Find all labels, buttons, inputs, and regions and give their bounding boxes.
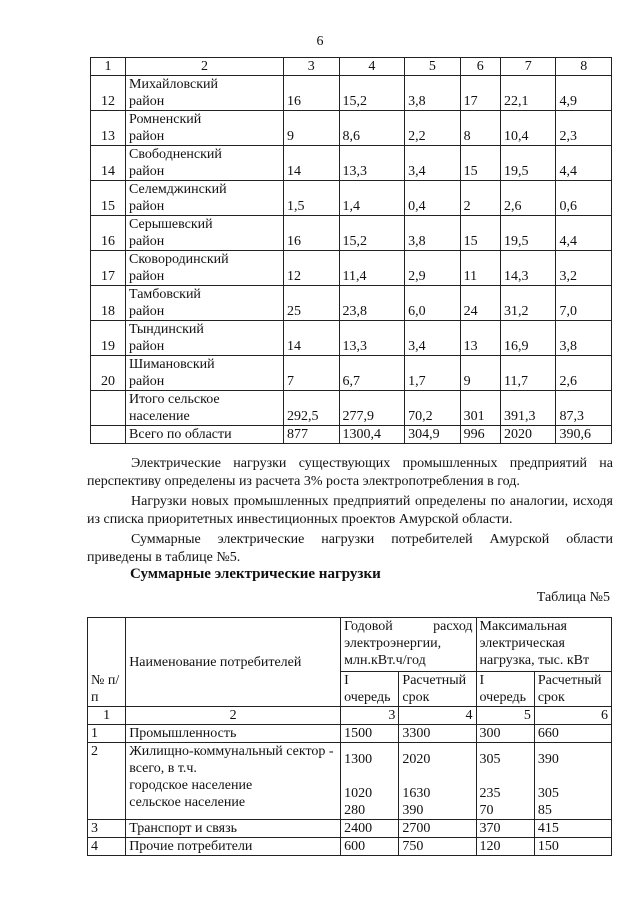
- cell-line: 305: [479, 752, 501, 767]
- table-cell: 19,5: [500, 216, 556, 251]
- district-name: [126, 286, 284, 321]
- table-cell: 304,9: [405, 426, 461, 444]
- table-row: [91, 111, 612, 146]
- table-cell: 1,7: [405, 356, 461, 391]
- table-cell: 120: [476, 838, 534, 856]
- table-cell: 11,7: [500, 356, 556, 391]
- district-name: [126, 391, 284, 426]
- table-cell: 13,3: [339, 146, 405, 181]
- sub-header: Расчетный срок: [534, 671, 611, 706]
- table-cell: 87,3: [556, 391, 612, 426]
- table-cell: 3,2: [556, 251, 612, 286]
- total-loads-table: [87, 617, 612, 856]
- table-cell: 4,4: [556, 216, 612, 251]
- table-cell: 16,9: [500, 321, 556, 356]
- table-row: [91, 321, 612, 356]
- table-cell: 996: [460, 426, 500, 444]
- district-name: [126, 111, 284, 146]
- district-name-line: район: [129, 164, 165, 179]
- col-name-header: Наименование потребителей: [126, 618, 341, 707]
- table-cell: 7,0: [556, 286, 612, 321]
- col-index: 4: [339, 58, 405, 76]
- col-index: 2: [126, 707, 341, 725]
- row-number: 16: [91, 216, 126, 251]
- table-cell: 12: [284, 251, 340, 286]
- table-row: [88, 820, 612, 838]
- table-cell: 415: [534, 820, 611, 838]
- row-name: Транспорт и связь: [126, 820, 341, 838]
- table-cell: 877: [284, 426, 340, 444]
- table-cell: 2,2: [405, 111, 461, 146]
- district-name: [126, 76, 284, 111]
- paragraph: Суммарные электрические нагрузки потребителей Амурской области приведены в таблице №5.: [87, 532, 613, 565]
- table-cell: 15: [460, 146, 500, 181]
- row-name-line: городское население: [129, 778, 253, 793]
- row-number: 1: [88, 725, 126, 743]
- cell-line: 390: [537, 752, 559, 767]
- table-cell: 2: [460, 181, 500, 216]
- col-index: 3: [341, 707, 399, 725]
- table-cell: 0,4: [405, 181, 461, 216]
- table-cell: 301: [460, 391, 500, 426]
- table-cell: 19,5: [500, 146, 556, 181]
- sub-header: Расчетный срок: [399, 671, 476, 706]
- table-cell: [534, 743, 611, 820]
- row-number: 2: [88, 743, 126, 820]
- paragraph: Электрические нагрузки существующих промышленных предприятий на перспективу определены из расчета 3% роста электропотребления в год.: [87, 456, 613, 489]
- district-name-line: Шимановский: [129, 357, 215, 372]
- district-name: [126, 146, 284, 181]
- row-number: [91, 391, 126, 426]
- cell-line: 85: [537, 803, 552, 818]
- paragraph: Нагрузки новых промышленных предприятий определены по аналогии, исходя из списка приоритетных инвестиционных проектов Амурской области.: [87, 494, 613, 527]
- district-name-line: Серышевский: [129, 217, 213, 232]
- table-cell: 390,6: [556, 426, 612, 444]
- table-cell: 3,4: [405, 146, 461, 181]
- row-name-line: Жилищно-коммунальный сектор - всего, в т.ч.: [129, 744, 334, 776]
- district-name: [126, 251, 284, 286]
- district-name-line: район: [129, 234, 165, 249]
- table-row: [91, 181, 612, 216]
- group-header-load: Максимальная электрическая нагрузка, тыс. кВт: [476, 618, 611, 672]
- row-name: Прочие потребители: [126, 838, 341, 856]
- district-name: [126, 216, 284, 251]
- section-heading: Суммарные электрические нагрузки: [130, 566, 381, 582]
- district-name-line: Сковородинский: [129, 252, 229, 267]
- district-loads-table: [90, 57, 612, 444]
- table-row: [91, 391, 612, 426]
- table-cell: 391,3: [500, 391, 556, 426]
- table-cell: 9: [460, 356, 500, 391]
- table-cell: 370: [476, 820, 534, 838]
- table-cell: [399, 743, 476, 820]
- table-cell: [476, 743, 534, 820]
- page-number: 6: [316, 34, 324, 49]
- table-cell: 600: [341, 838, 399, 856]
- cell-line: 1020: [344, 786, 373, 801]
- table-cell: 0,6: [556, 181, 612, 216]
- col-index: 6: [460, 58, 500, 76]
- district-name-line: Михайловский: [129, 77, 218, 92]
- table-cell: 2400: [341, 820, 399, 838]
- district-name: [126, 181, 284, 216]
- district-name-line: Селемджинский: [129, 182, 227, 197]
- row-number: 4: [88, 838, 126, 856]
- district-name-line: Ромненский: [129, 112, 202, 127]
- district-name-line: население: [129, 409, 190, 424]
- table-label: Таблица №5: [536, 590, 610, 605]
- table-cell: 24: [460, 286, 500, 321]
- cell-line: 1630: [402, 786, 431, 801]
- table-cell: 17: [460, 76, 500, 111]
- col-index: 1: [88, 707, 126, 725]
- cell-line: 2020: [402, 752, 431, 767]
- district-name-line: Тамбовский: [129, 287, 201, 302]
- row-name: Промышленность: [126, 725, 341, 743]
- table-cell: 2,3: [556, 111, 612, 146]
- table-cell: 2020: [500, 426, 556, 444]
- district-name-line: район: [129, 269, 165, 284]
- table-cell: 3,4: [405, 321, 461, 356]
- table-cell: 660: [534, 725, 611, 743]
- table-row: [91, 356, 612, 391]
- table-cell: 3,8: [405, 216, 461, 251]
- district-name-line: район: [129, 374, 165, 389]
- table-cell: 4,9: [556, 76, 612, 111]
- cell-line: 235: [479, 786, 501, 801]
- table-cell: 2700: [399, 820, 476, 838]
- table-cell: 15: [460, 216, 500, 251]
- table-cell: 750: [399, 838, 476, 856]
- sub-header: I очередь: [341, 671, 399, 706]
- table-cell: 150: [534, 838, 611, 856]
- col-index: 8: [556, 58, 612, 76]
- table-cell: 70,2: [405, 391, 461, 426]
- table-row: [91, 76, 612, 111]
- table-row: [91, 251, 612, 286]
- district-name-line: Итого сельское: [129, 392, 220, 407]
- table-cell: [341, 743, 399, 820]
- table-cell: 1300,4: [339, 426, 405, 444]
- table-cell: 2,9: [405, 251, 461, 286]
- table-index-row: [88, 707, 612, 725]
- table-cell: 8: [460, 111, 500, 146]
- row-name-line: сельское население: [129, 795, 246, 810]
- table-cell: 15,2: [339, 76, 405, 111]
- table-header-row: [91, 58, 612, 76]
- table-cell: 8,6: [339, 111, 405, 146]
- table-total-row: [91, 426, 612, 444]
- table-cell: 14: [284, 321, 340, 356]
- district-name-line: район: [129, 199, 165, 214]
- district-name-line: Тындинский: [129, 322, 204, 337]
- table-cell: 10,4: [500, 111, 556, 146]
- table-cell: 6,0: [405, 286, 461, 321]
- cell-line: 280: [344, 803, 366, 818]
- table-cell: 3,8: [556, 321, 612, 356]
- district-name-line: район: [129, 94, 165, 109]
- col-index: 7: [500, 58, 556, 76]
- group-header-energy: Годовой расход электроэнергии, млн.кВт.ч/год: [341, 618, 476, 672]
- table-row: [88, 838, 612, 856]
- table-cell: 23,8: [339, 286, 405, 321]
- table-row: [91, 286, 612, 321]
- table-cell: 16: [284, 216, 340, 251]
- row-number: 18: [91, 286, 126, 321]
- table-cell: 31,2: [500, 286, 556, 321]
- table-cell: 3300: [399, 725, 476, 743]
- row-number: 19: [91, 321, 126, 356]
- table-cell: 25: [284, 286, 340, 321]
- row-number: 17: [91, 251, 126, 286]
- table-cell: 14,3: [500, 251, 556, 286]
- row-name: [126, 743, 341, 820]
- table-row: [88, 725, 612, 743]
- table-cell: 11: [460, 251, 500, 286]
- row-number: 15: [91, 181, 126, 216]
- table-cell: 277,9: [339, 391, 405, 426]
- table-cell: 1,4: [339, 181, 405, 216]
- district-name-line: район: [129, 339, 165, 354]
- col-index: 5: [476, 707, 534, 725]
- col-index: 6: [534, 707, 611, 725]
- district-name: [126, 356, 284, 391]
- col-index: 4: [399, 707, 476, 725]
- row-number: 14: [91, 146, 126, 181]
- total-label: Всего по области: [126, 426, 284, 444]
- table-cell: 2,6: [500, 181, 556, 216]
- col-index: 5: [405, 58, 461, 76]
- district-name: [126, 321, 284, 356]
- col-index: 2: [126, 58, 284, 76]
- row-number: 3: [88, 820, 126, 838]
- table-header-row: [88, 618, 612, 672]
- district-name-line: Свободненский: [129, 147, 222, 162]
- table-cell: 9: [284, 111, 340, 146]
- col-index: 3: [284, 58, 340, 76]
- district-rows: [91, 76, 612, 426]
- row-number: 13: [91, 111, 126, 146]
- table-cell: 2,6: [556, 356, 612, 391]
- table-cell: 13,3: [339, 321, 405, 356]
- table-row: [91, 146, 612, 181]
- table-cell: [91, 426, 126, 444]
- table-cell: 7: [284, 356, 340, 391]
- cell-line: 70: [479, 803, 494, 818]
- table-cell: 13: [460, 321, 500, 356]
- sub-header: I очередь: [476, 671, 534, 706]
- table-cell: 22,1: [500, 76, 556, 111]
- table-row: [88, 743, 612, 820]
- col-num-header: № п/п: [88, 618, 126, 707]
- table-cell: 1,5: [284, 181, 340, 216]
- table-cell: 300: [476, 725, 534, 743]
- table-cell: 292,5: [284, 391, 340, 426]
- table-cell: 6,7: [339, 356, 405, 391]
- table-row: [91, 216, 612, 251]
- table-cell: 1500: [341, 725, 399, 743]
- table-cell: 3,8: [405, 76, 461, 111]
- row-number: 12: [91, 76, 126, 111]
- table-cell: 14: [284, 146, 340, 181]
- cell-line: 390: [402, 803, 424, 818]
- table-cell: 15,2: [339, 216, 405, 251]
- cell-line: 305: [537, 786, 559, 801]
- district-name-line: район: [129, 304, 165, 319]
- table-cell: 11,4: [339, 251, 405, 286]
- table-cell: 16: [284, 76, 340, 111]
- table-cell: 4,4: [556, 146, 612, 181]
- cell-line: 1300: [344, 752, 373, 767]
- district-name-line: район: [129, 129, 165, 144]
- col-index: 1: [91, 58, 126, 76]
- row-number: 20: [91, 356, 126, 391]
